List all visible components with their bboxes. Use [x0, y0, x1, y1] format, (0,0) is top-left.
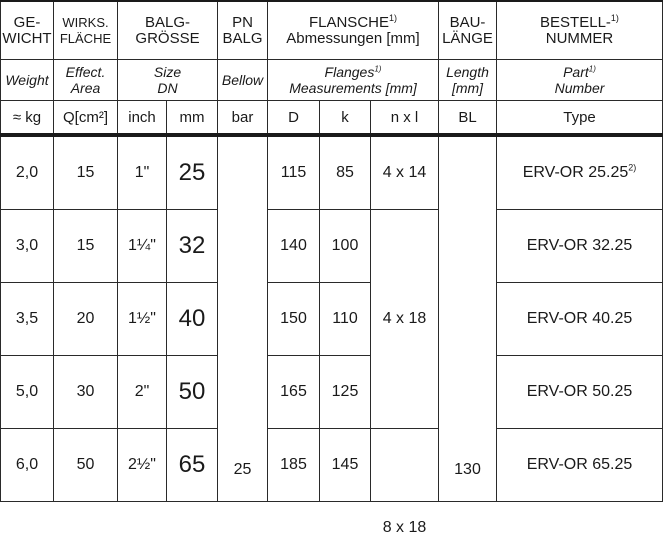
cell-d: 185: [268, 429, 320, 502]
cell-weight: 3,5: [1, 283, 54, 356]
cell-mm: 32: [167, 210, 218, 283]
table-row: [1, 135, 663, 210]
header-area-en: Effect. Area: [54, 60, 118, 101]
cell-pn-merged: 25: [218, 135, 268, 502]
cell-k: 85: [320, 135, 371, 210]
unit-area: Q[cm²]: [54, 101, 118, 136]
header-row-german: [1, 1, 663, 60]
unit-k: k: [320, 101, 371, 136]
unit-nxl: n x l: [371, 101, 439, 136]
header-flanges-de: FLANSCHE$^{1)}$ Abmessungen [mm]: [268, 1, 439, 60]
cell-k: 125: [320, 356, 371, 429]
unit-mm: mm: [167, 101, 218, 136]
cell-type: ERV-OR 50.25: [497, 356, 663, 429]
cell-mm: 25: [167, 135, 218, 210]
cell-mm: 40: [167, 283, 218, 356]
cell-d: 150: [268, 283, 320, 356]
header-area-de: WIRKS. FLÄCHE: [54, 1, 118, 60]
cell-type: ERV-OR 32.25: [497, 210, 663, 283]
cell-mm: 50: [167, 356, 218, 429]
header-row-units: [1, 101, 663, 136]
cell-bolts-merged: 4 x 18: [371, 210, 439, 429]
header-weight-en: Weight: [1, 60, 54, 101]
cell-bolts: 4 x 14: [371, 135, 439, 210]
header-pn-de: PN BALG: [218, 1, 268, 60]
cell-mm: 65: [167, 429, 218, 502]
table-row: [1, 283, 663, 356]
cell-weight: 3,0: [1, 210, 54, 283]
unit-bl: BL: [439, 101, 497, 136]
cell-length-merged: 130: [439, 135, 497, 502]
cell-inch: 2": [118, 356, 167, 429]
cell-area: 20: [54, 283, 118, 356]
cell-inch: 2½": [118, 429, 167, 502]
cell-area: 50: [54, 429, 118, 502]
cell-d: 165: [268, 356, 320, 429]
cell-area: 15: [54, 210, 118, 283]
cell-bolts-cut: 8 x 18: [371, 429, 439, 502]
cell-type: ERV-OR 25.25$^{2)}$: [497, 135, 663, 210]
table-row: [1, 210, 663, 283]
table-row: [1, 429, 663, 502]
header-pn-en: Bellow: [218, 60, 268, 101]
header-size-de: BALG- GRÖSSE: [118, 1, 218, 60]
header-size-en: Size DN: [118, 60, 218, 101]
header-flanges-en: Flanges$^{1)}$ Measurements [mm]: [268, 60, 439, 101]
header-order-en: Part$^{1)}$ Number: [497, 60, 663, 101]
cell-d: 140: [268, 210, 320, 283]
cell-area: 15: [54, 135, 118, 210]
unit-type: Type: [497, 101, 663, 136]
unit-d: D: [268, 101, 320, 136]
cell-inch: 1½": [118, 283, 167, 356]
header-order-de: BESTELL-$^{1)}$ NUMMER: [497, 1, 663, 60]
cell-k: 145: [320, 429, 371, 502]
cell-inch: 1": [118, 135, 167, 210]
cell-d: 115: [268, 135, 320, 210]
cell-weight: 5,0: [1, 356, 54, 429]
unit-bar: bar: [218, 101, 268, 136]
cell-inch: 1¼": [118, 210, 167, 283]
header-weight-de: GE- WICHT: [1, 1, 54, 60]
cell-area: 30: [54, 356, 118, 429]
table-row: [1, 356, 663, 429]
header-row-english: [1, 60, 663, 101]
cell-weight: 6,0: [1, 429, 54, 502]
cell-type: ERV-OR 40.25: [497, 283, 663, 356]
cell-k: 100: [320, 210, 371, 283]
unit-inch: inch: [118, 101, 167, 136]
cell-weight: 2,0: [1, 135, 54, 210]
header-length-de: BAU- LÄNGE: [439, 1, 497, 60]
cell-k: 110: [320, 283, 371, 356]
header-length-en: Length [mm]: [439, 60, 497, 101]
unit-weight: ≈ kg: [1, 101, 54, 136]
cell-type: ERV-OR 65.25: [497, 429, 663, 502]
